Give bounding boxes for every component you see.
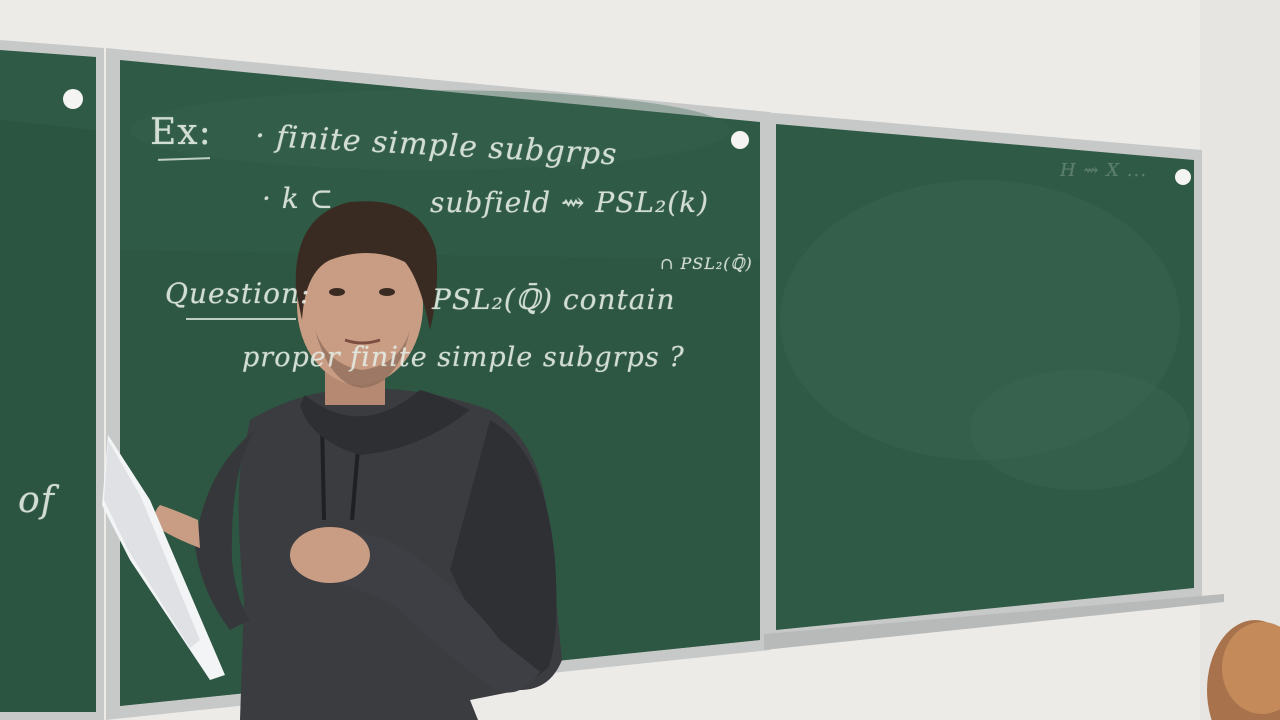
wall-right — [1200, 0, 1280, 720]
left-board-panel — [0, 40, 104, 720]
chalk-line-4: proper finite simple subgrps ? — [242, 342, 685, 373]
chalk-faint-note: H ⇝ X ... — [1060, 160, 1147, 181]
chalk-line-1: · finite simple subgrps — [254, 118, 619, 173]
chalk-line-2-prefix: · k ⊂ — [262, 182, 335, 215]
chalk-line-2: subfield ⇝ PSL₂(k) — [430, 186, 710, 219]
chalk-question-label: Question: — [165, 277, 311, 310]
chalk-of: of — [18, 480, 55, 521]
question-underline — [186, 318, 296, 320]
chalk-ex-label: Ex: — [150, 112, 212, 153]
right-board-panel — [764, 112, 1224, 650]
chalk-question-rest: PSL₂(ℚ̄) contain — [432, 283, 676, 316]
chalk-cap-note: ∩ PSL₂(ℚ̄) — [660, 254, 753, 273]
